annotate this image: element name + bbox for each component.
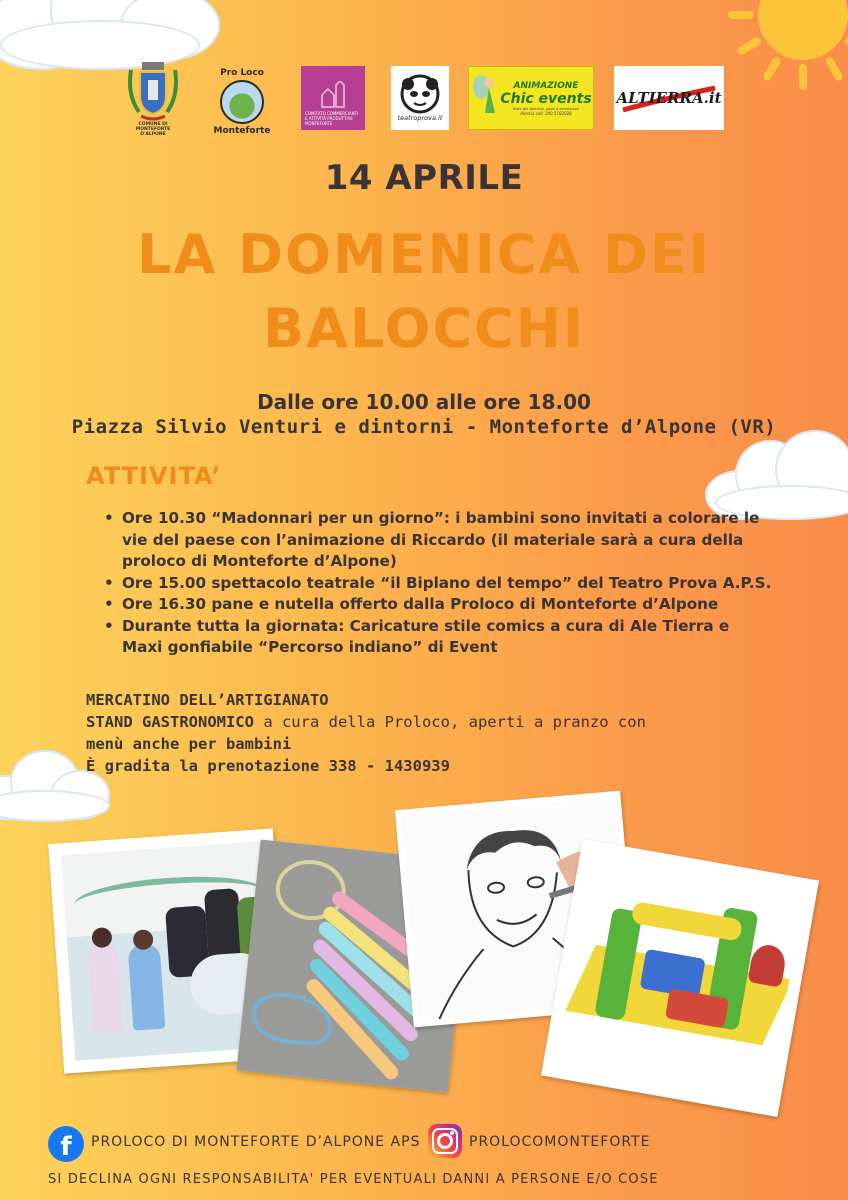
- proloco-logo-top: Pro Loco: [220, 68, 264, 78]
- event-title-line2: BALOCCHI: [263, 297, 585, 360]
- activity-item: • Ore 15.00 spettacolo teatrale “il Biplano del tempo” del Teatro Prova A.P.S.: [104, 573, 774, 595]
- sponsor-logos: [120, 56, 730, 142]
- facebook-icon[interactable]: f: [48, 1126, 84, 1162]
- food-stand-line: [86, 711, 786, 733]
- comitato-logo: [301, 66, 365, 130]
- instagram-icon[interactable]: [428, 1124, 462, 1158]
- market-line: MERCATINO DELL’ARTIGIANATO: [86, 691, 329, 709]
- theatre-mask-icon: [400, 74, 440, 114]
- comune-logo: [124, 56, 182, 140]
- activities-heading: ATTIVITA’: [86, 462, 222, 490]
- event-date: 14 APRILE: [324, 158, 524, 198]
- booking-line: È gradita la prenotazione 338 - 1430939: [86, 757, 450, 775]
- animazione-sub: feste per bambini, sposi e anniversari: [512, 106, 580, 111]
- animazione-logo: [468, 66, 594, 130]
- event-title: [0, 218, 848, 366]
- activity-item: • Durante tutta la giornata: Caricature stile comics a cura di Ale Tierra e Maxi gonfiabile “Percorso indiano” di Event: [104, 616, 774, 659]
- crest-icon: [125, 60, 181, 122]
- fairy-icon: [471, 73, 499, 123]
- activity-item: • Ore 16.30 pane e nutella offerto dalla Proloco di Monteforte d’Alpone: [104, 594, 774, 616]
- proloco-emblem: [220, 80, 264, 124]
- animazione-top: ANIMAZIONE: [513, 80, 579, 91]
- activities-list: [104, 508, 774, 659]
- food-stand-detail: a cura della Proloco, aperti a pranzo con: [253, 713, 646, 731]
- proloco-logo: [214, 64, 270, 140]
- altierra-logo: [614, 66, 724, 130]
- event-title-line1: LA DOMENICA DEI: [137, 223, 711, 286]
- church-icon: [318, 81, 348, 109]
- comitato-logo-text: COMITATO COMMERCIANTI E ATTIVITÀ PRODUTTIVE MONTEFORTE: [305, 111, 359, 126]
- altierra-logo-text: ALTIERRA.it: [616, 89, 722, 107]
- teatro-logo: [391, 66, 449, 130]
- comune-logo-text: COMUNE DI MONTEFORTE D'ALPONE: [135, 121, 171, 137]
- facebook-page-label[interactable]: PROLOCO DI MONTEFORTE D’ALPONE APS: [91, 1134, 421, 1150]
- cloud-right: [705, 430, 848, 520]
- event-place: Piazza Silvio Venturi e dintorni - Monteforte d’Alpone (VR): [71, 416, 777, 438]
- photo-inflatable: [541, 839, 819, 1117]
- market-info: [86, 689, 786, 777]
- disclaimer-text: SI DECLINA OGNI RESPONSABILITA' PER EVENTUALI DANNI A PERSONE E/O COSE: [48, 1172, 659, 1187]
- animazione-main: Chic events: [500, 90, 592, 107]
- food-stand-label: STAND GASTRONOMICO: [86, 713, 254, 731]
- instagram-handle-label[interactable]: PROLOCOMONTEFORTE: [469, 1134, 651, 1150]
- animazione-contact: Alessia cell. 340 5182028: [520, 110, 572, 116]
- event-hours: Dalle ore 10.00 alle ore 18.00: [257, 390, 591, 414]
- sun-decoration: [728, 0, 848, 90]
- proloco-logo-bottom: Monteforte: [213, 126, 271, 136]
- teatro-logo-text: teatroprova.it: [397, 114, 443, 122]
- activity-item: • Ore 10.30 “Madonnari per un giorno”: i bambini sono invitati a colorare le vie del paese con l’animazione di Riccardo (il materiale sarà a cura della proloco di Monteforte d’Alpone): [104, 508, 774, 573]
- kids-menu-line: menù anche per bambini: [86, 735, 292, 753]
